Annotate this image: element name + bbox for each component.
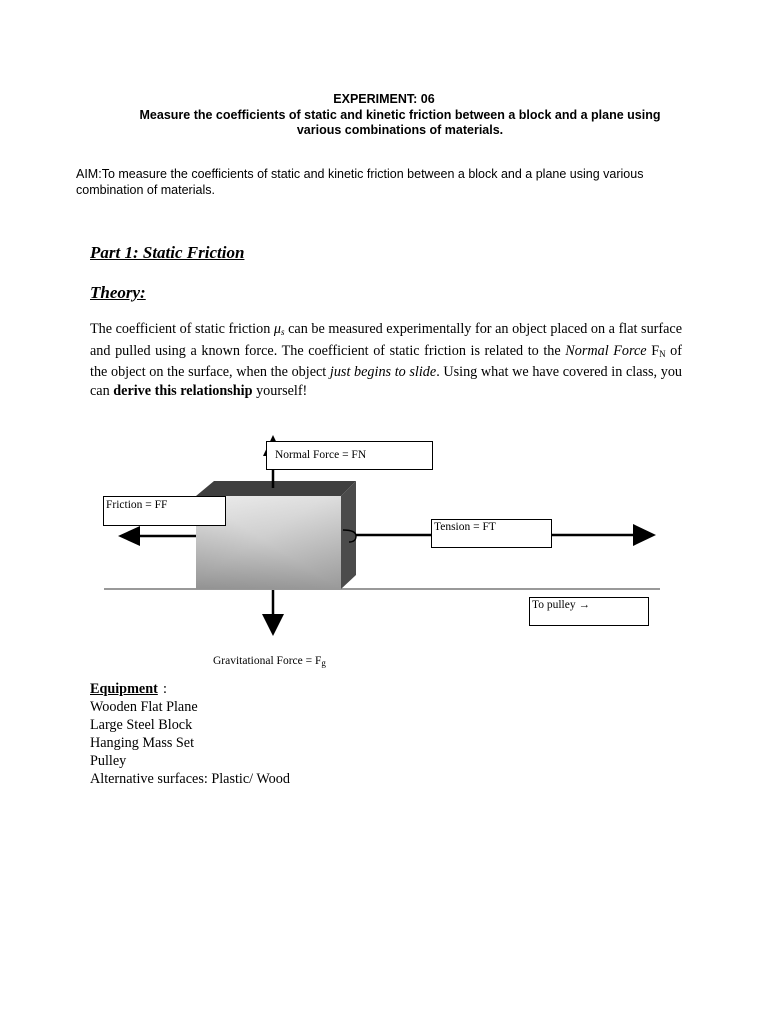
normal-force-label: Normal Force = FN <box>266 441 433 470</box>
slide-term: just begins to slide <box>329 364 437 380</box>
theory-text-3: of the object on the surface, when the object <box>90 342 683 380</box>
list-item: Pulley <box>90 753 127 769</box>
experiment-title: EXPERIMENT: 06 <box>333 92 435 106</box>
tension-label: Tension = FT <box>431 519 552 548</box>
list-item: Hanging Mass Set <box>90 735 195 751</box>
theory-heading: Theory: <box>90 283 146 302</box>
fn-subscript: N <box>659 348 666 359</box>
list-item: Alternative surfaces: Plastic/ Wood <box>90 771 290 787</box>
list-item: Large Steel Block <box>90 717 193 733</box>
fn-symbol: F <box>646 342 660 359</box>
theory-text-5: yourself! <box>252 382 308 399</box>
gravity-subscript: g <box>321 658 326 668</box>
friction-label: Friction = FF <box>103 496 226 526</box>
friction-arrow <box>118 526 196 546</box>
theory-text-1: The coefficient of static friction <box>90 321 274 337</box>
gravity-label-text: Gravitational Force = F <box>213 655 322 667</box>
pulley-label: To pulley → <box>529 597 649 626</box>
part-1-heading: Part 1: Static Friction <box>90 243 245 262</box>
normal-force-term: Normal Force <box>565 342 647 359</box>
experiment-subtitle: Measure the coefficients of static and kinetic friction between a block and a plane using various combinations of materials. <box>139 108 661 137</box>
equipment-colon: : <box>163 681 167 697</box>
equipment-heading: Equipment <box>90 681 158 697</box>
theory-text-2: can be measured experimentally for an object placed on a flat surface and pulled using a known force. The coefficient of static friction is related to the <box>90 321 683 359</box>
theory-paragraph <box>90 320 682 400</box>
gravity-arrow <box>262 590 284 636</box>
equipment-list <box>90 698 290 788</box>
mu-symbol: μ <box>273 321 282 337</box>
mu-subscript: s <box>281 327 285 337</box>
theory-text-4: . Using what we have covered in class, you can <box>90 364 683 399</box>
derive-relationship-bold: derive this relationship <box>113 382 253 399</box>
aim-paragraph: AIM:To measure the coefficients of static and kinetic friction between a block and a plane using various combination of materials. <box>76 167 644 197</box>
gravitational-force-label <box>213 655 326 668</box>
list-item: Wooden Flat Plane <box>90 699 198 715</box>
